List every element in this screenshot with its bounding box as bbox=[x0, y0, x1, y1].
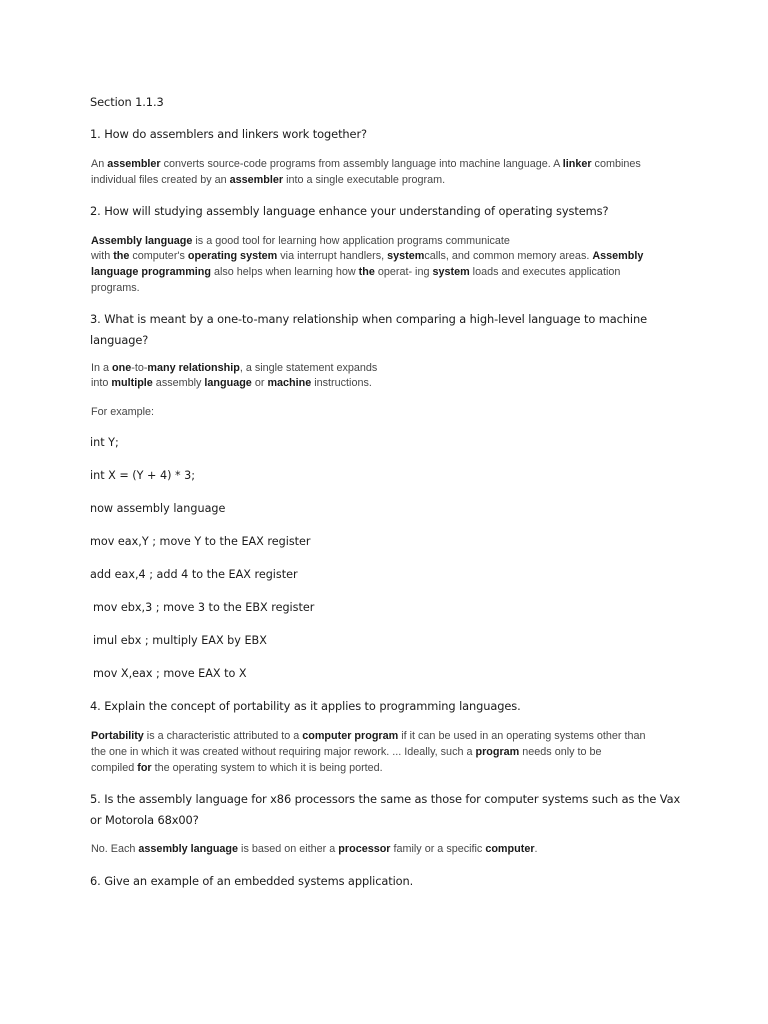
code-line: add eax,4 ; add 4 to the EAX register bbox=[90, 568, 298, 581]
question-3-heading-line-1: 3. What is meant by a one-to-many relationship when comparing a high-level language to machine bbox=[90, 312, 647, 326]
answer-1-line-2: individual files created by an assembler into a single executable program. bbox=[91, 174, 446, 186]
code-line: mov X,eax ; move EAX to X bbox=[93, 667, 247, 680]
code-line: imul ebx ; multiply EAX by EBX bbox=[93, 634, 267, 647]
answer-5-line-1: No. Each assembly language is based on either a processor family or a specific computer. bbox=[91, 843, 538, 855]
answer-4-line-1: Portability is a characteristic attributed to a computer program if it can be used in an operating systems other than bbox=[91, 730, 646, 742]
question-4-heading: 4. Explain the concept of portability as it applies to programming languages. bbox=[90, 699, 521, 713]
answer-4-line-3: compiled for the operating system to which it is being ported. bbox=[91, 762, 383, 774]
answer-2-line-1: Assembly language is a good tool for learning how application programs communicate bbox=[91, 235, 510, 247]
question-1-heading: 1. How do assemblers and linkers work together? bbox=[90, 127, 367, 141]
question-3-heading-line-2: language? bbox=[90, 333, 149, 347]
answer-3-line-1: In a one-to-many relationship, a single statement expands bbox=[91, 362, 378, 374]
code-line: mov ebx,3 ; move 3 to the EBX register bbox=[93, 601, 315, 614]
question-5-heading-line-2: or Motorola 68x00? bbox=[90, 813, 199, 827]
code-line: int X = (Y + 4) * 3; bbox=[90, 469, 196, 482]
example-label: For example: bbox=[91, 406, 155, 418]
answer-2-line-2: with the computer's operating system via interrupt handlers, systemcalls, and common memory areas. Assembly bbox=[91, 250, 644, 262]
code-line: int Y; bbox=[90, 436, 119, 449]
question-6-heading: 6. Give an example of an embedded systems application. bbox=[90, 874, 414, 888]
question-5-heading-line-1: 5. Is the assembly language for x86 processors the same as those for computer systems such as the Vax bbox=[90, 792, 681, 806]
answer-1-line-1: An assembler converts source-code programs from assembly language into machine language. A linker combines bbox=[91, 158, 641, 170]
answer-2-line-4: programs. bbox=[91, 282, 140, 294]
code-line: mov eax,Y ; move Y to the EAX register bbox=[90, 535, 311, 548]
answer-3-line-2: into multiple assembly language or machine instructions. bbox=[91, 377, 372, 389]
code-line: now assembly language bbox=[90, 502, 226, 515]
answer-2-line-3: language programming also helps when learning how the operat- ing system loads and executes application bbox=[91, 266, 621, 278]
section-title: Section 1.1.3 bbox=[90, 95, 164, 109]
answer-4-line-2: the one in which it was created without requiring major rework. ... Ideally, such a program needs only to be bbox=[91, 746, 602, 758]
question-2-heading: 2. How will studying assembly language enhance your understanding of operating systems? bbox=[90, 204, 609, 218]
